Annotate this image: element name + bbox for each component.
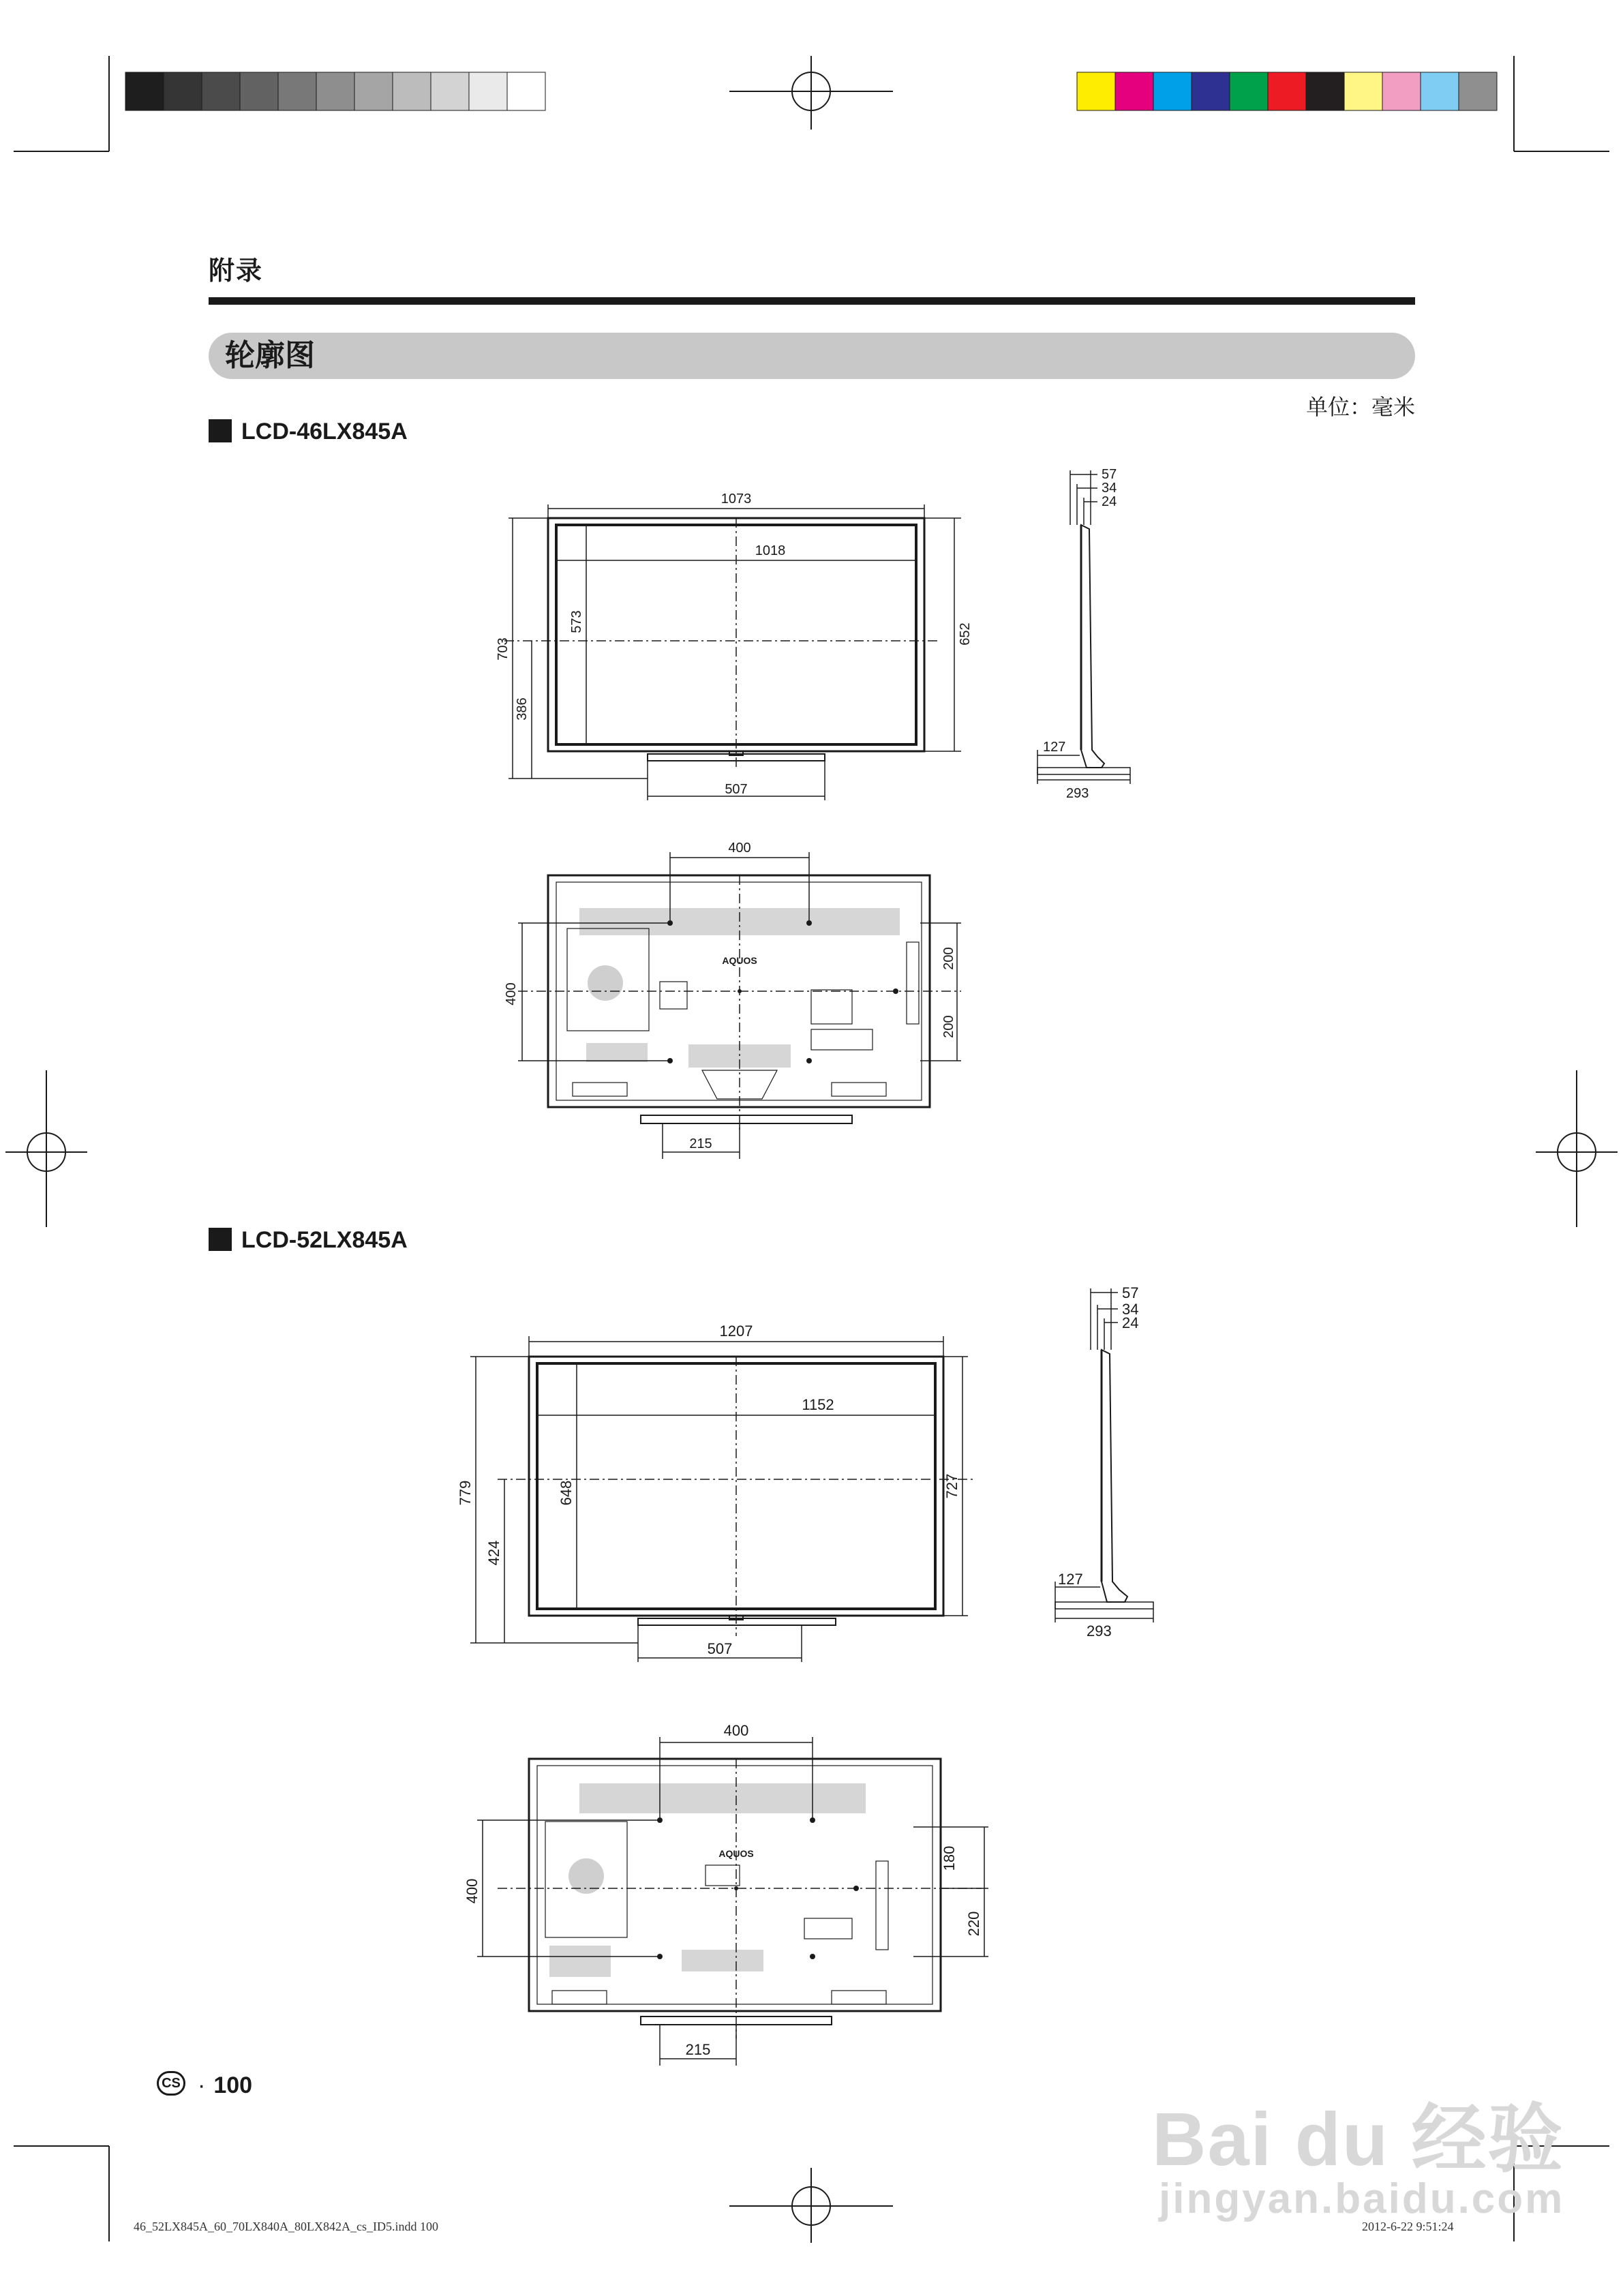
calibration-swatch — [1153, 72, 1192, 110]
calibration-swatch — [393, 72, 431, 110]
calibration-swatch — [469, 72, 507, 110]
dim-stand-offset: 127 — [1058, 1571, 1083, 1588]
brand-logo: AQUOS — [718, 1848, 754, 1859]
page-number-value: 100 — [213, 2072, 253, 2098]
calibration-swatch — [1230, 72, 1268, 110]
calibration-swatch — [1421, 72, 1459, 110]
dim-screen-width: 1018 — [755, 543, 786, 558]
dim-right-lower: 220 — [965, 1911, 982, 1937]
calibration-swatch — [1268, 72, 1306, 110]
calibration-swatch — [1344, 72, 1382, 110]
dim-vesa-horizontal: 400 — [723, 1722, 749, 1739]
dim-depth-panel: 24 — [1122, 1314, 1139, 1331]
dim-vesa-horizontal: 400 — [728, 841, 751, 856]
page-title: 轮廓图 — [225, 339, 315, 372]
bullet-square — [209, 419, 232, 442]
calibration-swatch — [278, 72, 316, 110]
registration-mark-bottom — [729, 2168, 893, 2243]
calibration-swatch — [240, 72, 278, 110]
dim-stand-offset: 127 — [1043, 740, 1066, 755]
registration-mark-right — [1536, 1070, 1618, 1227]
page-number — [198, 2072, 252, 2099]
dim-overall-height: 779 — [457, 1480, 474, 1506]
dim-body-height: 652 — [958, 622, 973, 646]
front-view-46 — [477, 470, 995, 811]
dim-screen-height: 573 — [569, 610, 584, 633]
dim-overall-width: 1073 — [721, 492, 752, 507]
dim-depth-total: 57 — [1122, 1284, 1139, 1301]
model-name: LCD-52LX845A — [241, 1227, 408, 1253]
dim-center-height: 386 — [515, 697, 530, 721]
calibration-swatch — [507, 72, 545, 110]
calibration-swatch — [125, 72, 164, 110]
registration-mark-top — [729, 56, 893, 130]
brand-logo: AQUOS — [722, 955, 757, 966]
gray-scale-bar — [125, 72, 545, 110]
calibration-swatch — [1306, 72, 1344, 110]
calibration-swatch — [202, 72, 240, 110]
dim-vesa-vertical: 400 — [504, 982, 519, 1006]
header-rule — [209, 297, 1415, 305]
footer-timestamp: 2012-6-22 9:51:24 — [1362, 2220, 1454, 2233]
dim-depth-panel: 24 — [1102, 494, 1117, 509]
dim-screen-height: 648 — [558, 1480, 575, 1506]
dim-depth-total: 57 — [1102, 467, 1117, 482]
side-view-52 — [1043, 1282, 1193, 1663]
dim-stand-width: 507 — [707, 1640, 733, 1657]
calibration-swatch — [1077, 72, 1115, 110]
unit-label: 单位：毫米 — [1305, 395, 1415, 419]
bullet-square — [209, 1228, 232, 1251]
calibration-swatch — [1192, 72, 1230, 110]
separator: · — [198, 2072, 206, 2098]
section-label: 附录 — [209, 257, 264, 286]
footer-file-name: 46_52LX845A_60_70LX840A_80LX842A_cs_ID5.indd 100 — [134, 2220, 438, 2233]
dim-right-upper: 180 — [941, 1845, 958, 1871]
front-view-52 — [443, 1295, 988, 1670]
calibration-swatch — [316, 72, 354, 110]
dim-vesa-vertical: 400 — [464, 1878, 481, 1904]
dim-stand-neck: 215 — [685, 2041, 711, 2058]
dim-right-upper: 200 — [941, 947, 956, 970]
dim-stand-width: 507 — [725, 782, 748, 797]
dim-center-height: 424 — [485, 1540, 502, 1566]
registration-mark-left — [5, 1070, 87, 1227]
dim-overall-width: 1207 — [719, 1323, 753, 1340]
calibration-swatch — [1459, 72, 1497, 110]
dim-stand-depth: 293 — [1087, 1622, 1112, 1640]
dim-stand-depth: 293 — [1066, 786, 1089, 801]
dim-depth-mid: 34 — [1122, 1301, 1139, 1318]
model-name: LCD-46LX845A — [241, 419, 408, 444]
back-view-52 — [450, 1718, 1009, 2072]
dim-screen-width: 1152 — [802, 1396, 834, 1413]
watermark-url: jingyan.baidu.com — [1159, 2175, 1565, 2222]
calibration-swatch — [431, 72, 469, 110]
color-calibration-bar — [1077, 72, 1497, 110]
calibration-swatch — [164, 72, 202, 110]
calibration-swatch — [354, 72, 393, 110]
back-view-46 — [491, 839, 995, 1166]
model-heading-2 — [209, 1227, 408, 1254]
calibration-swatch — [1382, 72, 1421, 110]
side-view-46 — [1022, 464, 1172, 818]
model-heading-1 — [209, 419, 408, 445]
watermark-brand: Bai du 经验 — [1152, 2098, 1564, 2181]
language-badge: CS — [157, 2071, 185, 2096]
dim-stand-neck: 215 — [689, 1136, 712, 1151]
dim-depth-mid: 34 — [1102, 481, 1117, 496]
dim-overall-height: 703 — [496, 637, 511, 661]
calibration-swatch — [1115, 72, 1153, 110]
title-bar — [209, 333, 1415, 379]
dim-body-height: 727 — [943, 1473, 960, 1499]
dim-right-lower: 200 — [941, 1015, 956, 1038]
